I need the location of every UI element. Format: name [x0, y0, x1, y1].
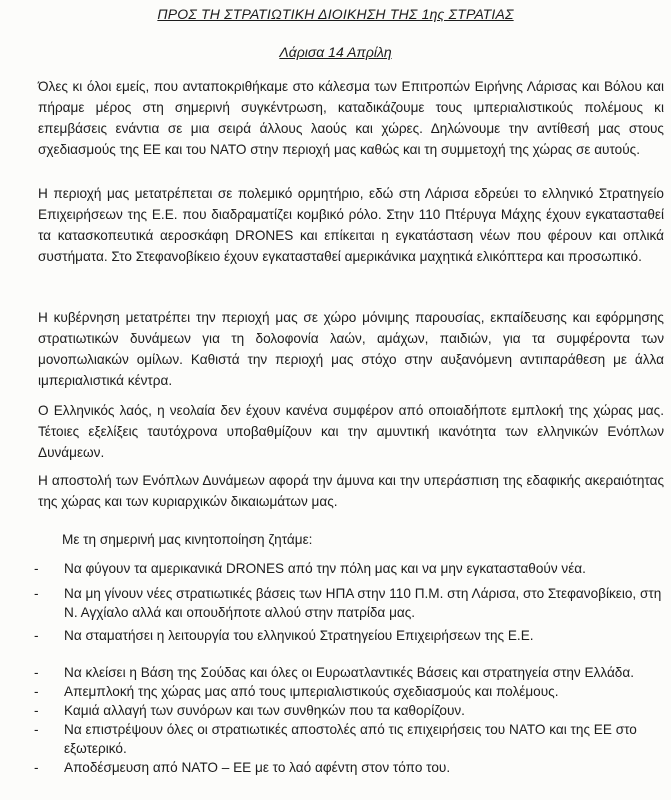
dash-bullet: -	[34, 684, 39, 699]
paragraph-4: Ο Ελληνικός λαός, η νεολαία δεν έχουν κανένα συμφέρον από οποιαδήποτε εμπλοκή της χώρας μας. Τέτοιες εξελίξεις ταυτόχρονα υποβαθμίζουν και την αμυντική ικανότητα των ελληνικών Ενόπλων Δυνάμεων.	[38, 403, 664, 460]
demand-item	[34, 701, 666, 720]
demands-list-b	[34, 663, 666, 777]
demands-list-a	[34, 559, 666, 645]
dash-bullet: -	[34, 722, 39, 737]
dash-bullet: -	[34, 586, 39, 601]
dash-bullet: -	[34, 760, 39, 775]
demand-item	[34, 663, 666, 682]
demand-text: Απεμπλοκή της χώρας μας από τους ιμπεριαλιστικούς σχεδιασμούς και πολέμους.	[64, 684, 559, 699]
demand-item	[34, 758, 666, 777]
dash-bullet: -	[34, 561, 39, 576]
demand-item	[34, 584, 666, 622]
demand-text: Να σταματήσει η λειτουργία του ελληνικού Στρατηγείου Επιχειρήσεων της Ε.Ε.	[64, 628, 534, 643]
demand-text: Να μη γίνουν νέες στρατιωτικές βάσεις των ΗΠΑ στην 110 Π.Μ. στη Λάρισα, στο Στεφανοβίκειο, στη Ν. Αγχίαλο αλλά και οπουδήποτε αλλού στην πατρίδα μας.	[64, 586, 662, 620]
demand-text: Να κλείσει η Βάση της Σούδας και όλες οι Ευρωατλαντικές Βάσεις και στρατηγεία στην Ελλάδα.	[64, 665, 635, 680]
dash-bullet: -	[34, 665, 39, 680]
demand-item	[34, 682, 666, 701]
paragraph-1: Όλες κι όλοι εμείς, που ανταποκριθήκαμε στο κάλεσμα των Επιτροπών Ειρήνης Λάρισας και Βόλου και πήραμε μέρος στη σημερινή συγκέντρωση, καταδικάζουμε τους ιμπεριαλιστικούς πολέμους κι επεμβάσεις ενάντια σε μια σειρά άλλους λαούς και χώρες. Δηλώνουμε την αντίθεσή μας στους σχεδιασμούς της ΕΕ και του ΝΑΤΟ στην περιοχή μας καθώς και τη συμμετοχή της χώρας σε αυτούς.	[38, 79, 664, 157]
demand-item	[34, 559, 666, 578]
paragraph-3: Η κυβέρνηση μετατρέπει την περιοχή μας σε χώρο μόνιμης παρουσίας, εκπαίδευσης και εφόρμησης στρατιωτικών δυνάμεων για τη δολοφονία λαών, αμάχων, παιδιών, για τα συμφέροντα των μονοπωλιακών ομίλων. Καθιστά την περιοχή μας στόχο στην αυξανόμενη αντιπαράθεση με άλλα ιμπεριαλιστικά κέντρα.	[38, 310, 664, 388]
paragraph-2: Η περιοχή μας μετατρέπεται σε πολεμικό ορμητήριο, εδώ στη Λάρισα εδρεύει το ελληνικό Στρατηγείο Επιχειρήσεων της Ε.Ε. που διαδραματίζει κομβικό ρόλο. Στην 110 Πτέρυγα Μάχης έχουν εγκατασταθεί τα κατασκοπευτικά αεροσκάφη DRONES και επίκειται η εγκατάσταση νέων που φέρουν και οπλικά συστήματα. Στο Στεφανοβίκειο έχουν εγκατασταθεί αμερικάνικα μαχητικά ελικόπτερα και προσωπικό.	[38, 186, 664, 264]
paragraph-5: Η αποστολή των Ενόπλων Δυνάμεων αφορά την άμυνα και την υπεράσπιση της εδαφικής ακεραιότητας της χώρας και των κυριαρχικών δικαιωμάτων μας.	[38, 473, 664, 509]
demand-item	[34, 720, 666, 758]
demand-item	[34, 626, 666, 645]
demand-text: Να φύγουν τα αμερικανικά DRONES από την πόλη μας και να μην εγκατασταθούν νέα.	[64, 561, 586, 576]
demands-intro: Με τη σημερινή μας κινητοποίηση ζητάμε:	[62, 532, 313, 547]
demand-text: Να επιστρέψουν όλες οι στρατιωτικές αποστολές από τις επιχειρήσεις του ΝΑΤΟ και της ΕΕ στο εξωτερικό.	[64, 722, 637, 756]
dash-bullet: -	[34, 703, 39, 718]
letter-date: Λάρισα 14 Απρίλη	[279, 44, 392, 60]
dash-bullet: -	[34, 628, 39, 643]
letter-title: ΠΡΟΣ ΤΗ ΣΤΡΑΤΙΩΤΙΚΗ ΔΙΟΙΚΗΣΗ ΤΗΣ 1ης ΣΤΡΑΤΙΑΣ	[157, 6, 514, 22]
demand-text: Καμιά αλλαγή των συνόρων και των συνθηκών που τα καθορίζουν.	[64, 703, 465, 718]
demand-text: Αποδέσμευση από ΝΑΤΟ – ΕΕ με το λαό αφέντη στον τόπο του.	[64, 760, 451, 775]
